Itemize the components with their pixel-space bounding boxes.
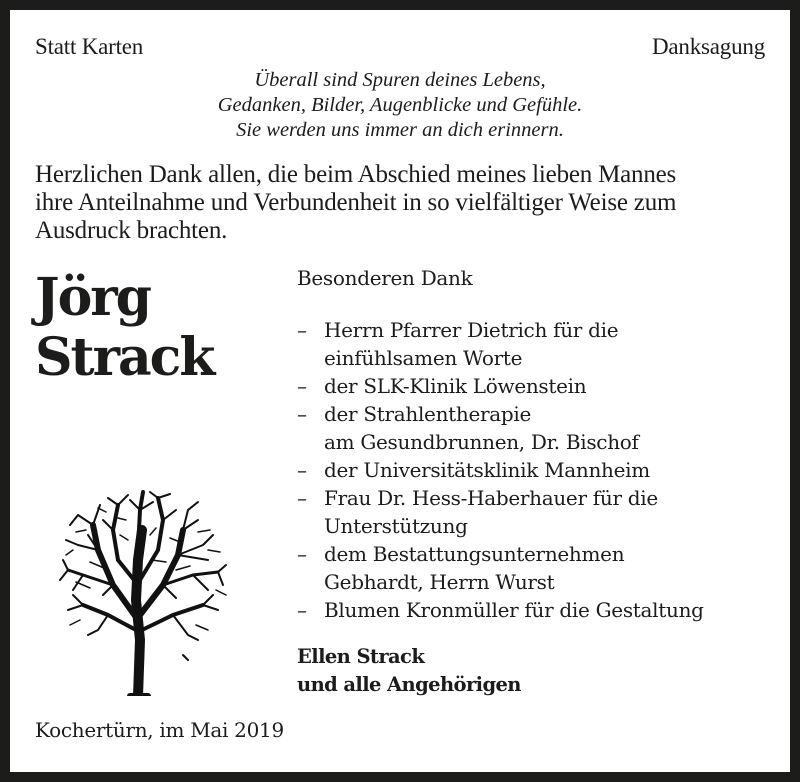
header-left-label: Statt Karten bbox=[35, 34, 144, 59]
list-item-line: Unterstützung bbox=[324, 514, 468, 538]
last-name: Strack bbox=[35, 327, 214, 388]
first-name: Jörg bbox=[35, 267, 151, 328]
list-item-line: Frau Dr. Hess-Haberhauer für die bbox=[324, 486, 658, 510]
poem-line: Überall sind Spuren deines Lebens, bbox=[254, 69, 546, 91]
dash-bullet: – bbox=[297, 374, 307, 398]
list-item-line: einfühlsamen Worte bbox=[324, 346, 523, 370]
intro-line: ihre Anteilnahme und Verbundenheit in so vielfältiger Weise zum bbox=[35, 189, 677, 216]
obituary-notice bbox=[10, 10, 790, 772]
list-item bbox=[297, 400, 704, 456]
list-item bbox=[297, 596, 704, 624]
dash-bullet: – bbox=[297, 318, 307, 342]
list-item-line: dem Bestattungsunternehmen bbox=[324, 542, 625, 566]
list-item bbox=[297, 540, 704, 596]
signature-line: und alle Angehörigen bbox=[297, 673, 521, 696]
list-item-line: der Strahlentherapie bbox=[324, 402, 532, 426]
signature-line: Ellen Strack bbox=[297, 645, 425, 668]
intro-line: Herzlichen Dank allen, die beim Abschied meines lieben Mannes bbox=[35, 161, 677, 188]
list-item bbox=[297, 456, 704, 484]
poem-verse bbox=[10, 68, 790, 143]
list-item bbox=[297, 484, 704, 540]
intro-line: Ausdruck brachten. bbox=[35, 217, 228, 244]
deceased-name bbox=[35, 268, 213, 388]
dash-bullet: – bbox=[297, 542, 307, 566]
list-item-line: der SLK-Klinik Löwenstein bbox=[324, 374, 587, 398]
place-date: Kochertürn, im Mai 2019 bbox=[35, 718, 284, 742]
list-item-line: Blumen Kronmüller für die Gestaltung bbox=[324, 598, 704, 622]
poem-line: Sie werden uns immer an dich erinnern. bbox=[236, 119, 564, 141]
list-item-line: am Gesundbrunnen, Dr. Bischof bbox=[324, 430, 639, 454]
list-item bbox=[297, 316, 704, 372]
dash-bullet: – bbox=[297, 598, 307, 622]
intro-text bbox=[35, 161, 676, 245]
list-item bbox=[297, 372, 704, 400]
list-item-line: Gebhardt, Herrn Wurst bbox=[324, 570, 555, 594]
poem-line: Gedanken, Bilder, Augenblicke und Gefühle. bbox=[217, 94, 583, 116]
signature bbox=[297, 643, 521, 699]
special-thanks-heading: Besonderen Dank bbox=[297, 266, 473, 290]
dash-bullet: – bbox=[297, 486, 307, 510]
list-item-line: der Universitätsklinik Mannheim bbox=[324, 458, 650, 482]
dash-bullet: – bbox=[297, 402, 307, 426]
special-thanks-list bbox=[297, 316, 704, 624]
dash-bullet: – bbox=[297, 458, 307, 482]
header-right-label: Danksagung bbox=[652, 34, 765, 59]
tree-icon bbox=[58, 490, 228, 696]
list-item-line: Herrn Pfarrer Dietrich für die bbox=[324, 318, 619, 342]
